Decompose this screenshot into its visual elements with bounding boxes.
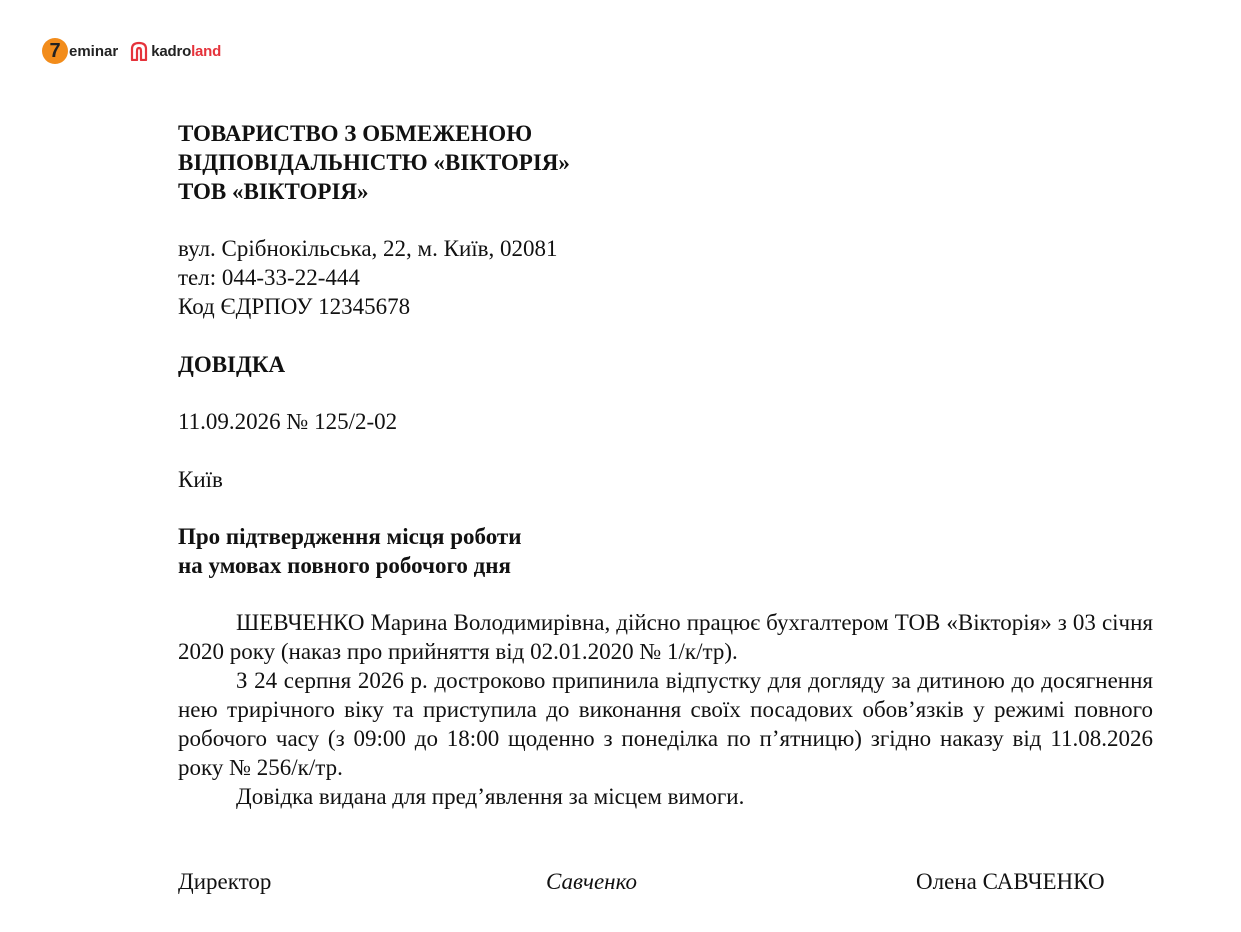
subject-line1: Про підтвердження місця роботи <box>178 524 522 549</box>
signature-handwritten: Савченко <box>546 869 637 894</box>
kadroland-logo <box>130 41 221 61</box>
body-paragraph-employment: ШЕВЧЕНКО Марина Володимирівна, дійсно працює бухгалтером ТОВ «Вікторія» з 03 січня 2020 року (наказ про прийняття від 02.01.2020 № 1/к/тр). <box>178 610 1153 664</box>
kadroland-house-icon <box>130 41 148 61</box>
document-place: Київ <box>178 467 223 492</box>
seminar-logo-icon: 7 <box>42 38 68 64</box>
kadroland-text-b: land <box>191 42 222 60</box>
body-paragraph-purpose: Довідка видана для пред’явлення за місцем вимоги. <box>236 784 745 809</box>
kadroland-text-a: kadro <box>151 42 192 60</box>
document-type: ДОВІДКА <box>178 352 286 377</box>
logo-bar <box>42 38 221 64</box>
body-paragraph-return-from-leave: З 24 серпня 2026 р. достроково припинила відпустку для догляду за дитиною до досягнення нею трирічного віку та приступила до виконання своїх посадових обов’язків у режимі повного робочого часу (з 09:00 до 18:00 щоденно з понеділка по п’ятницю) згідно наказу від 11.08.2026 року № 256/к/тр. <box>178 668 1153 780</box>
org-name-line2: ВІДПОВІДАЛЬНІСТЮ «ВІКТОРІЯ» <box>178 150 570 175</box>
org-phone: тел: 044-33-22-444 <box>178 265 360 290</box>
org-name-line1: ТОВАРИСТВО З ОБМЕЖЕНОЮ <box>178 121 533 146</box>
seminar-logo <box>42 38 118 64</box>
org-address: вул. Срібнокільська, 22, м. Київ, 02081 <box>178 236 558 261</box>
document-date-number: 11.09.2026 № 125/2-02 <box>178 409 398 434</box>
signature-name: Олена САВЧЕНКО <box>916 869 1105 894</box>
org-short-name: ТОВ «ВІКТОРІЯ» <box>178 179 369 204</box>
signature-position: Директор <box>178 869 272 894</box>
kadroland-logo-text <box>151 43 221 60</box>
subject-line2: на умовах повного робочого дня <box>178 553 511 578</box>
org-edrpou: Код ЄДРПОУ 12345678 <box>178 294 411 319</box>
document-body <box>178 608 1153 811</box>
seminar-logo-text: eminar <box>69 42 119 60</box>
